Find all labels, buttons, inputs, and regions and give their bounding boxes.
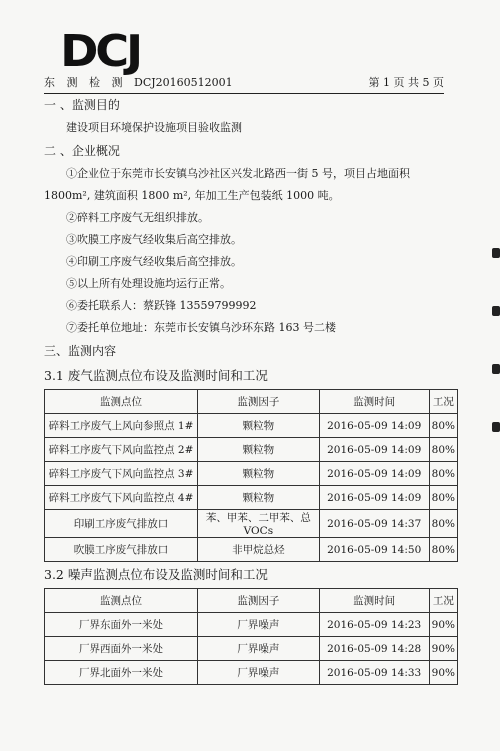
page-header <box>44 74 444 94</box>
table-2-title: 3.2 噪声监测点位布设及监测时间和工况 <box>44 567 268 582</box>
col-header: 监测因子 <box>198 589 320 613</box>
table-cell: 颗粒物 <box>198 414 320 438</box>
overview-item: ③吹膜工序废气经收集后高空排放。 <box>66 233 242 246</box>
overview-item: ⑦委托单位地址：东莞市长安镇乌沙环东路 163 号二楼 <box>66 321 336 334</box>
org-char: 测 <box>66 76 78 89</box>
table-cell: 2016-05-09 14:37 <box>319 510 429 538</box>
table-cell: 2016-05-09 14:50 <box>319 538 429 562</box>
overview-item: ⑥委托联系人：蔡跃锋 13559799992 <box>66 299 257 312</box>
overview-item: ②碎料工序废气无组织排放。 <box>66 211 209 224</box>
edge-mark <box>492 422 500 432</box>
table-cell: 厂界噪声 <box>198 613 320 637</box>
section-3-title: 三、监测内容 <box>44 344 117 358</box>
table-row <box>45 637 458 661</box>
overview-item: ①企业位于东莞市长安镇乌沙社区兴发北路西一街 5 号，项目占地面积 <box>66 167 410 180</box>
report-number: DCJ20160512001 <box>134 76 233 89</box>
table-cell: 80% <box>429 438 457 462</box>
table-cell: 碎料工序废气下风向监控点 2# <box>45 438 198 462</box>
table-cell: 印刷工序废气排放口 <box>45 510 198 538</box>
table-cell: 2016-05-09 14:23 <box>319 613 429 637</box>
table-cell: 80% <box>429 462 457 486</box>
table-cell: 2016-05-09 14:09 <box>319 486 429 510</box>
table-cell: 80% <box>429 414 457 438</box>
table-row <box>45 414 458 438</box>
table-row <box>45 462 458 486</box>
table-cell: 90% <box>429 637 457 661</box>
table-row <box>45 510 458 538</box>
overview-item: ④印刷工序废气经收集后高空排放。 <box>66 255 242 268</box>
section-1-text: 建设项目环境保护设施项目验收监测 <box>66 121 242 134</box>
table-header-row <box>45 390 458 414</box>
table-cell: 颗粒物 <box>198 486 320 510</box>
table-cell: 碎料工序废气下风向监控点 4# <box>45 486 198 510</box>
col-header: 监测时间 <box>319 390 429 414</box>
table-cell: 厂界北面外一米处 <box>45 661 198 685</box>
org-char: 测 <box>111 76 123 89</box>
table-header-row <box>45 589 458 613</box>
table-cell: 颗粒物 <box>198 438 320 462</box>
table-cell: 2016-05-09 14:28 <box>319 637 429 661</box>
scan-edge-marks <box>486 200 500 432</box>
table-cell: 2016-05-09 14:09 <box>319 414 429 438</box>
page-info: 第 1 页 共 5 页 <box>368 76 444 89</box>
table-row <box>45 486 458 510</box>
table-row <box>45 438 458 462</box>
col-header: 监测点位 <box>45 390 198 414</box>
noise-table <box>44 588 458 685</box>
table-cell: 厂界噪声 <box>198 661 320 685</box>
table-cell: 2016-05-09 14:33 <box>319 661 429 685</box>
edge-mark <box>492 248 500 258</box>
table-cell: 80% <box>429 486 457 510</box>
table-cell: 2016-05-09 14:09 <box>319 462 429 486</box>
org-char: 检 <box>89 76 100 89</box>
col-header: 监测因子 <box>198 390 320 414</box>
col-header: 监测时间 <box>319 589 429 613</box>
table-cell: 90% <box>429 661 457 685</box>
col-header: 监测点位 <box>45 589 198 613</box>
col-header: 工况 <box>429 390 457 414</box>
overview-item: 1800m², 建筑面积 1800 m², 年加工生产包装纸 1000 吨。 <box>44 189 340 202</box>
table-cell: 颗粒物 <box>198 462 320 486</box>
edge-mark <box>492 364 500 374</box>
edge-mark <box>492 306 500 316</box>
exhaust-gas-table <box>44 389 458 562</box>
table-row <box>45 538 458 562</box>
table-cell: 厂界东面外一米处 <box>45 613 198 637</box>
table-cell: 80% <box>429 538 457 562</box>
table-row <box>45 661 458 685</box>
table-cell: 80% <box>429 510 457 538</box>
table-row <box>45 613 458 637</box>
table-cell: 碎料工序废气上风向参照点 1# <box>45 414 198 438</box>
document-body <box>44 93 464 685</box>
table-cell: 吹膜工序废气排放口 <box>45 538 198 562</box>
section-1-title: 一 、监测目的 <box>44 98 120 112</box>
table-cell: 碎料工序废气下风向监控点 3# <box>45 462 198 486</box>
table-cell: 厂界西面外一米处 <box>45 637 198 661</box>
section-2-title: 二 、企业概况 <box>44 144 120 158</box>
table-cell: 非甲烷总烃 <box>198 538 320 562</box>
table-cell: 90% <box>429 613 457 637</box>
col-header: 工况 <box>429 589 457 613</box>
org-char: 东 <box>44 76 55 89</box>
table-1-title: 3.1 废气监测点位布设及监测时间和工况 <box>44 368 268 383</box>
table-cell: 厂界噪声 <box>198 637 320 661</box>
overview-item: ⑤以上所有处理设施均运行正常。 <box>66 277 231 290</box>
company-logo: DCJ <box>60 26 141 77</box>
header-left <box>44 74 241 90</box>
table-cell: 2016-05-09 14:09 <box>319 438 429 462</box>
table-cell: 苯、甲苯、二甲苯、总 VOCs <box>198 510 320 538</box>
